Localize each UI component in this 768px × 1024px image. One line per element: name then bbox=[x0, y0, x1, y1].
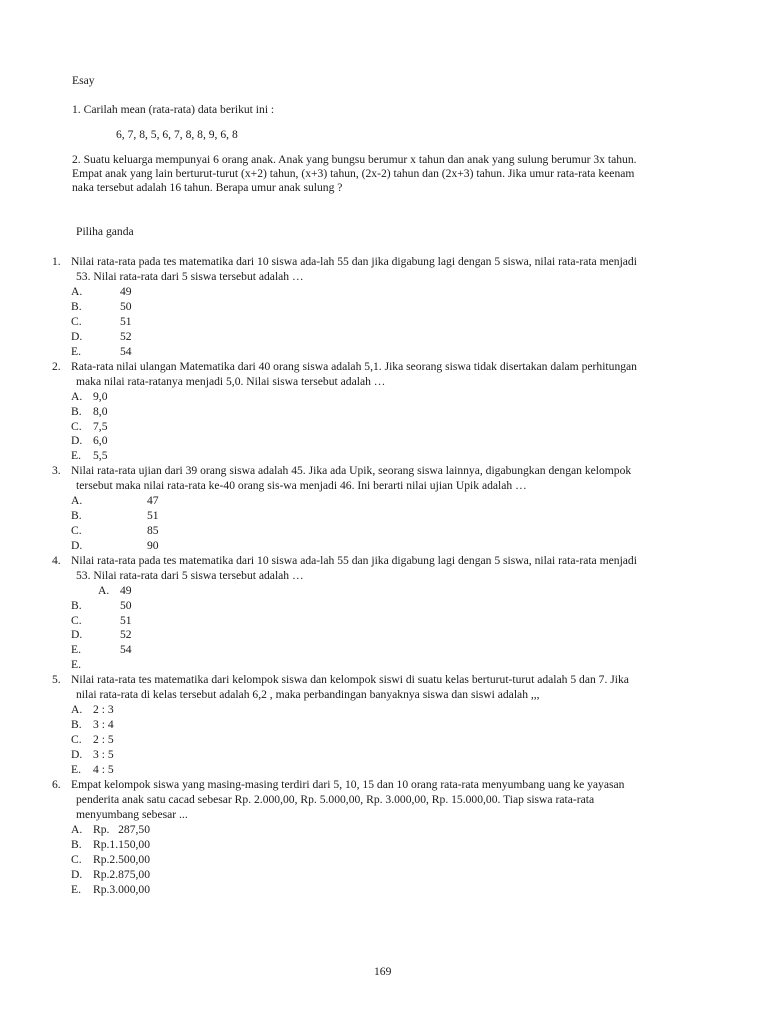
option-value: 9,0 bbox=[93, 390, 108, 403]
option-value: 4 : 5 bbox=[93, 763, 114, 776]
option-letter: D. bbox=[71, 628, 83, 641]
option-letter: A. bbox=[71, 285, 83, 298]
option-letter: D. bbox=[71, 539, 83, 552]
question-text: penderita anak satu cacad sebesar Rp. 2.000,00, Rp. 5.000,00, Rp. 3.000,00, Rp. 15.000,00. Tiap siswa rata-rata bbox=[76, 793, 595, 806]
option-value: 52 bbox=[120, 330, 132, 343]
mc-heading: Piliha ganda bbox=[76, 225, 134, 238]
question-text: tersebut maka nilai rata-rata ke-40 orang sis-wa menjadi 46. Ini berarti nilai ujian Upik adalah … bbox=[76, 479, 527, 492]
option-value: 6,0 bbox=[93, 434, 108, 447]
option-value: Rp.3.000,00 bbox=[93, 883, 151, 896]
question-number: 4. bbox=[52, 554, 61, 567]
option-value: Rp.2.875,00 bbox=[93, 868, 151, 881]
option-letter: A. bbox=[71, 494, 83, 507]
option-letter: B. bbox=[71, 838, 82, 851]
option-value: 50 bbox=[120, 300, 132, 313]
option-letter: E. bbox=[71, 883, 81, 896]
option-value: 2 : 5 bbox=[93, 733, 114, 746]
option-value: 85 bbox=[147, 524, 159, 537]
option-value: Rp. 287,50 bbox=[93, 823, 151, 836]
option-letter: B. bbox=[71, 509, 82, 522]
essay-question-2-line: naka tersebut adalah 16 tahun. Berapa umur anak sulung ? bbox=[72, 181, 343, 194]
question-text: Empat kelompok siswa yang masing-masing terdiri dari 5, 10, 15 dan 10 orang rata-rata menyumbang uang ke yayasan bbox=[71, 778, 625, 791]
option-letter: C. bbox=[71, 524, 82, 537]
question-text: Nilai rata-rata ujian dari 39 orang siswa adalah 45. Jika ada Upik, seorang siswa lainnya, digabungkan dengan kelompok bbox=[71, 464, 632, 477]
option-letter: E. bbox=[71, 658, 81, 671]
option-value: 54 bbox=[120, 643, 132, 656]
question-text: 53. Nilai rata-rata dari 5 siswa tersebut adalah … bbox=[76, 569, 304, 582]
option-value: 3 : 5 bbox=[93, 748, 114, 761]
option-value: 49 bbox=[120, 584, 132, 597]
option-value: 7,5 bbox=[93, 420, 108, 433]
question-text: Nilai rata-rata tes matematika dari kelompok siswa dan kelompok siswi di suatu kelas berturut-turut adalah 5 dan 7. Jika bbox=[71, 673, 629, 686]
question-number: 2. bbox=[52, 360, 61, 373]
option-letter: C. bbox=[71, 614, 82, 627]
essay-question-2-line: Empat anak yang lain berturut-turut (x+2) tahun, (x+3) tahun, (2x-2) tahun dan (2x+3) tahun. Jika umur rata-rata keenam bbox=[72, 167, 635, 180]
option-letter: B. bbox=[71, 718, 82, 731]
option-value: 90 bbox=[147, 539, 159, 552]
option-value: 51 bbox=[147, 509, 159, 522]
option-value: 8,0 bbox=[93, 405, 108, 418]
essay-question-1: 1. Carilah mean (rata-rata) data berikut ini : bbox=[72, 103, 275, 116]
option-value: 51 bbox=[120, 315, 132, 328]
option-letter: A. bbox=[71, 823, 83, 836]
option-letter: D. bbox=[71, 748, 83, 761]
option-value: 3 : 4 bbox=[93, 718, 114, 731]
option-letter: E. bbox=[71, 643, 81, 656]
option-letter: B. bbox=[71, 300, 82, 313]
option-value: 51 bbox=[120, 614, 132, 627]
question-text: maka nilai rata-ratanya menjadi 5,0. Nilai siswa tersebut adalah … bbox=[76, 375, 386, 388]
option-letter: C. bbox=[71, 420, 82, 433]
question-number: 5. bbox=[52, 673, 61, 686]
option-value: 2 : 3 bbox=[93, 703, 114, 716]
essay-heading: Esay bbox=[72, 74, 95, 87]
option-letter: C. bbox=[71, 853, 82, 866]
essay-question-1-data: 6, 7, 8, 5, 6, 7, 8, 8, 9, 6, 8 bbox=[116, 128, 238, 141]
option-letter: E. bbox=[71, 763, 81, 776]
option-letter: D. bbox=[71, 330, 83, 343]
option-letter: B. bbox=[71, 405, 82, 418]
question-number: 6. bbox=[52, 778, 61, 791]
option-letter: C. bbox=[71, 315, 82, 328]
option-value: Rp.1.150,00 bbox=[93, 838, 151, 851]
question-text: menyumbang sebesar ... bbox=[76, 808, 188, 821]
option-letter: A. bbox=[98, 584, 110, 597]
option-value: 54 bbox=[120, 345, 132, 358]
option-value: Rp.2.500,00 bbox=[93, 853, 151, 866]
question-text: Rata-rata nilai ulangan Matematika dari 40 orang siswa adalah 5,1. Jika seorang siswa tidak disertakan dalam perhitungan bbox=[71, 360, 637, 373]
option-value: 52 bbox=[120, 628, 132, 641]
essay-question-2-line: 2. Suatu keluarga mempunyai 6 orang anak. Anak yang bungsu berumur x tahun dan anak yang sulung berumur 3x tahun. bbox=[72, 153, 637, 166]
option-value: 5,5 bbox=[93, 449, 108, 462]
question-text: Nilai rata-rata pada tes matematika dari 10 siswa ada-lah 55 dan jika digabung lagi dengan 5 siswa, nilai rata-rata menjadi bbox=[71, 554, 637, 567]
option-letter: C. bbox=[71, 733, 82, 746]
question-text: Nilai rata-rata pada tes matematika dari 10 siswa ada-lah 55 dan jika digabung lagi dengan 5 siswa, nilai rata-rata menjadi bbox=[71, 255, 637, 268]
option-letter: A. bbox=[71, 703, 83, 716]
option-letter: D. bbox=[71, 434, 83, 447]
question-number: 1. bbox=[52, 255, 61, 268]
option-letter: D. bbox=[71, 868, 83, 881]
option-letter: E. bbox=[71, 345, 81, 358]
option-value: 49 bbox=[120, 285, 132, 298]
question-text: 53. Nilai rata-rata dari 5 siswa tersebut adalah … bbox=[76, 270, 304, 283]
option-letter: E. bbox=[71, 449, 81, 462]
page-number: 169 bbox=[374, 965, 392, 978]
option-letter: B. bbox=[71, 599, 82, 612]
option-value: 47 bbox=[147, 494, 159, 507]
option-value: 50 bbox=[120, 599, 132, 612]
option-letter: A. bbox=[71, 390, 83, 403]
question-text: nilai rata-rata di kelas tersebut adalah 6,2 , maka perbandingan banyaknya siswa dan siswi adalah ,,, bbox=[76, 688, 540, 701]
question-number: 3. bbox=[52, 464, 61, 477]
